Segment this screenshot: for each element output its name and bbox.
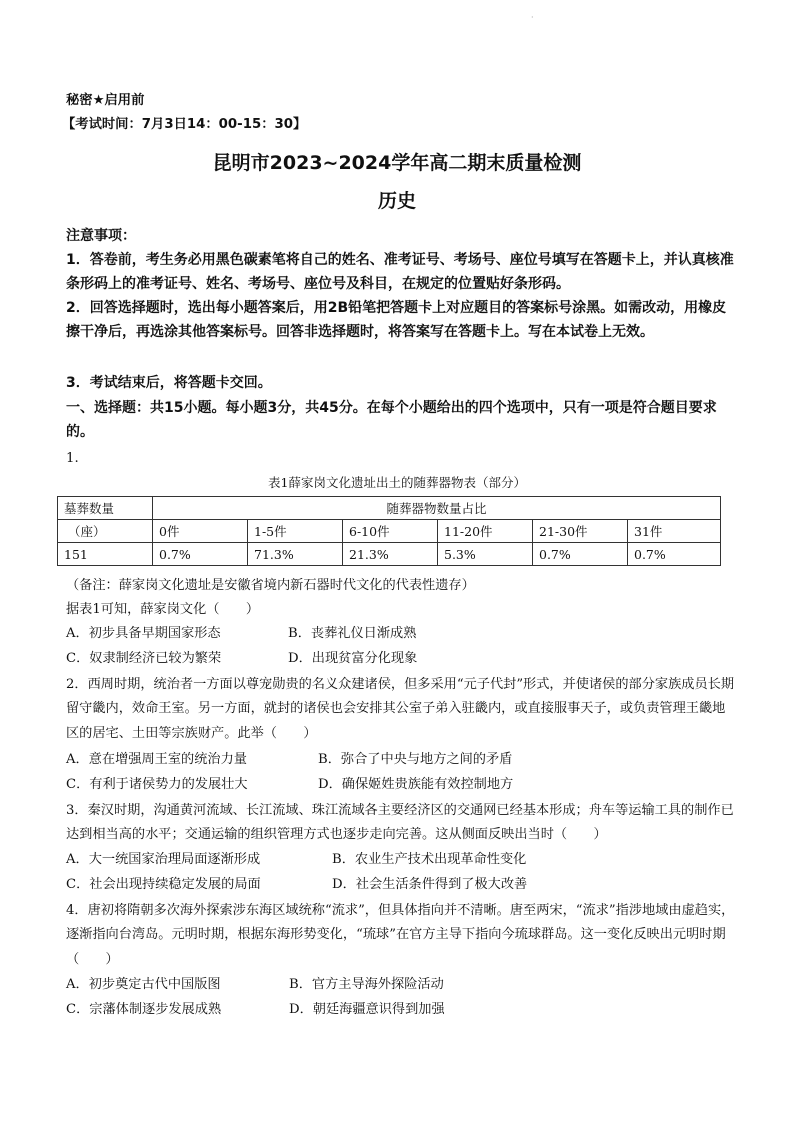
option-b[interactable]: B．丧葬礼仪日渐成熟 xyxy=(288,626,417,641)
table-row xyxy=(58,497,721,520)
option-d[interactable]: D．确保姬姓贵族能有效控制地方 xyxy=(318,777,514,792)
question-4-stem: 4．唐初将隋朝多次海外探索涉东海区域统称“流求”，但具体指向并不清晰。唐至两宋，“流求”指涉地域由虚趋实，逐渐指向台湾岛。元明时期，根据东海形势变化，“琉球”在官方主导下指向今琉球群岛。这一变化反映出元明时期（ ） xyxy=(66,903,735,967)
question-1-stem: 据表1可知，薛家岗文化（ ） xyxy=(66,602,260,617)
question-2-stem: 2．西周时期，统治者一方面以尊宠勋贵的名义众建诸侯，但多采用“元子代封”形式，并使诸侯的部分家族成员长期留守畿内，效命王室。另一方面，就封的诸侯也会安排其公室子弟入驻畿内，或直接服事天子，或负责管理王畿地区的居宅、土田等宗族财产。此举（ ） xyxy=(66,677,735,741)
column-group-header: 随葬器物数量占比 xyxy=(153,497,721,520)
question-1-options-row1 xyxy=(66,622,736,646)
column-header: 1-5件 xyxy=(248,520,343,543)
option-c[interactable]: C．有利于诸侯势力的发展壮大 xyxy=(66,777,248,792)
scan-dot: · xyxy=(531,13,534,22)
table-note: （备注：薛家岗文化遗址是安徽省境内新石器时代文化的代表性遗存） xyxy=(66,578,475,593)
option-c[interactable]: C．奴隶制经济已较为繁荣 xyxy=(66,651,222,666)
column-header: 6-10件 xyxy=(343,520,438,543)
table-cell: 0.7% xyxy=(628,543,721,566)
option-d[interactable]: D．朝廷海疆意识得到加强 xyxy=(289,1002,445,1017)
page-title: 昆明市2023~2024学年高二期末质量检测 xyxy=(212,152,582,174)
exam-time: 【考试时间：7月3日14：00-15：30】 xyxy=(62,117,307,132)
notice-item-3: 3．考试结束后，将答题卡交回。 xyxy=(66,375,272,391)
question-4-options-row2 xyxy=(66,998,736,1022)
question-4-options-row1 xyxy=(66,973,736,997)
option-b[interactable]: B．官方主导海外探险活动 xyxy=(289,977,444,992)
notice-item-1: 1．答卷前，考生务必用黑色碳素笔将自己的姓名、准考证号、考场号、座位号填写在答题卡上，并认真核准条形码上的准考证号、姓名、考场号、座位号及科目，在规定的位置贴好条形码。 xyxy=(66,252,734,292)
option-b[interactable]: B．农业生产技术出现革命性变化 xyxy=(332,852,527,867)
option-b[interactable]: B．弥合了中央与地方之间的矛盾 xyxy=(318,752,513,767)
option-a[interactable]: A．初步奠定古代中国版图 xyxy=(66,977,221,992)
question-1-options-row2 xyxy=(66,647,736,671)
row-header-cell: 墓葬数量 xyxy=(58,497,153,520)
option-c[interactable]: C．社会出现持续稳定发展的局面 xyxy=(66,877,261,892)
option-a[interactable]: A．意在增强周王室的统治力量 xyxy=(66,752,247,767)
section-1-heading: 一、选择题：共15小题。每小题3分，共45分。在每个小题给出的四个选项中，只有一项是符合题目要求的。 xyxy=(66,400,717,440)
column-header: 31件 xyxy=(628,520,721,543)
table-cell: 71.3% xyxy=(248,543,343,566)
question-2-options-row2 xyxy=(66,773,736,797)
option-a[interactable]: A．初步具备早期国家形态 xyxy=(66,626,221,641)
table-caption: 表1薛家岗文化遗址出土的随葬器物表（部分） xyxy=(268,475,526,490)
question-2-options-row1 xyxy=(66,748,736,772)
question-3-options-row1 xyxy=(66,848,736,872)
notice-heading: 注意事项： xyxy=(66,228,136,244)
table-cell: 151 xyxy=(58,543,153,566)
question-3-options-row2 xyxy=(66,873,736,897)
table-cell: 5.3% xyxy=(438,543,533,566)
burial-goods-table xyxy=(57,496,721,566)
subject-title: 历史 xyxy=(377,190,416,212)
option-c[interactable]: C．宗藩体制逐步发展成熟 xyxy=(66,1002,222,1017)
table-row xyxy=(58,543,721,566)
confidential-label: 秘密★启用前 xyxy=(66,93,145,108)
table-cell: 0.7% xyxy=(153,543,248,566)
row-header-unit: （座） xyxy=(58,520,153,543)
column-header: 0件 xyxy=(153,520,248,543)
table-cell: 21.3% xyxy=(343,543,438,566)
option-a[interactable]: A．大一统国家治理局面逐渐形成 xyxy=(66,852,261,867)
notice-item-2: 2．回答选择题时，选出每小题答案后，用2B铅笔把答题卡上对应题目的答案标号涂黑。如需改动，用橡皮擦干净后，再选涂其他答案标号。回答非选择题时，将答案写在答题卡上。写在本试卷上无效。 xyxy=(66,300,727,340)
question-1-number: 1. xyxy=(66,451,79,466)
option-d[interactable]: D．社会生活条件得到了极大改善 xyxy=(332,877,528,892)
table-row xyxy=(58,520,721,543)
option-d[interactable]: D．出现贫富分化现象 xyxy=(288,651,418,666)
table-cell: 0.7% xyxy=(533,543,628,566)
question-3-stem: 3．秦汉时期，沟通黄河流域、长江流域、珠江流域各主要经济区的交通网已经基本形成；舟车等运输工具的制作已达到相当高的水平；交通运输的组织管理方式也逐步走向完善。这从侧面反映出当时（ ） xyxy=(66,803,734,843)
column-header: 21-30件 xyxy=(533,520,628,543)
column-header: 11-20件 xyxy=(438,520,533,543)
